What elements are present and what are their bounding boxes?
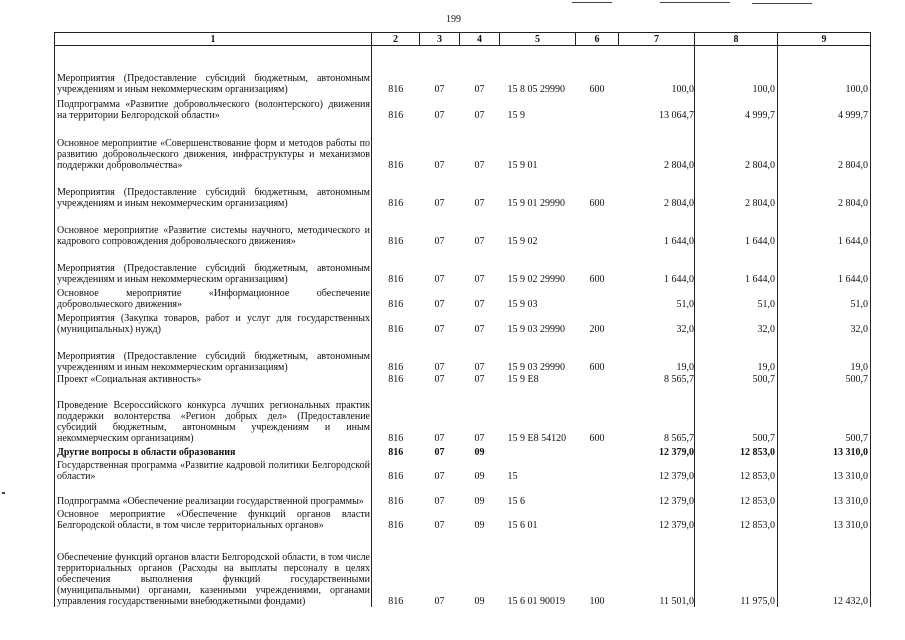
cell-admin-code: 816	[388, 446, 404, 458]
cell-amount-2: 500,7	[695, 385, 778, 444]
cell-expense-type	[576, 507, 619, 531]
cell-amount-3: 51,0	[778, 285, 871, 310]
cell-section: 07	[434, 273, 445, 285]
table-row	[55, 121, 871, 171]
cell-expense-type: 600	[589, 361, 605, 373]
cell-target-article: 15 9 02 29990	[507, 273, 565, 285]
cell-amount-3: 13 310,0	[778, 507, 871, 531]
table-row	[55, 373, 871, 385]
cell-section: 07	[434, 83, 445, 95]
cell-amount-1: 2 804,0	[619, 121, 695, 171]
col-header-9: 9	[778, 33, 871, 46]
table-row	[55, 285, 871, 310]
cell-admin-code: 816	[388, 432, 404, 444]
table-row	[55, 482, 871, 507]
col-header-1: 1	[55, 33, 372, 46]
cell-amount-3: 2 804,0	[778, 171, 871, 209]
cell-section: 07	[434, 432, 445, 444]
cell-admin-code: 816	[388, 83, 404, 95]
cell-subsection: 07	[474, 159, 485, 171]
page-number: 199	[446, 14, 461, 25]
cell-expense-type: 200	[589, 323, 605, 335]
cell-amount-2: 4 999,7	[695, 95, 778, 121]
cell-expense-type	[576, 482, 619, 507]
cell-expense-type: 600	[589, 432, 605, 444]
cell-subsection: 07	[474, 83, 485, 95]
cell-admin-code: 816	[388, 470, 404, 482]
cell-amount-2: 2 804,0	[695, 121, 778, 171]
row-name: Проект «Социальная активность»	[55, 373, 372, 385]
row-name: Основное мероприятие «Обеспечение функций органов власти Белгородской области, в том числе территориальных органов»	[55, 507, 372, 531]
cell-subsection: 09	[474, 470, 485, 482]
cell-expense-type	[576, 121, 619, 171]
cell-amount-2: 100,0	[695, 46, 778, 95]
col-header-4: 4	[460, 33, 500, 46]
scan-mark	[660, 2, 730, 3]
cell-section: 07	[434, 159, 445, 171]
table-row	[55, 507, 871, 531]
cell-amount-3: 13 310,0	[778, 458, 871, 482]
cell-target-article: 15 9 03 29990	[507, 361, 565, 373]
col-header-8: 8	[695, 33, 778, 46]
cell-amount-3: 13 310,0	[778, 482, 871, 507]
row-name: Другие вопросы в области образования	[55, 444, 372, 458]
cell-section: 07	[434, 323, 445, 335]
cell-target-article: 15 9 02	[507, 235, 538, 247]
cell-amount-3: 4 999,7	[778, 95, 871, 121]
table-row	[55, 385, 871, 444]
cell-subsection: 07	[474, 109, 485, 121]
cell-target-article: 15	[507, 470, 518, 482]
cell-admin-code: 816	[388, 373, 404, 385]
cell-section: 07	[434, 373, 445, 385]
cell-subsection: 07	[474, 373, 485, 385]
col-header-5: 5	[500, 33, 576, 46]
cell-amount-1: 12 379,0	[619, 444, 695, 458]
row-name: Мероприятия (Закупка товаров, работ и услуг для государственных (муниципальных) нужд)	[55, 310, 372, 335]
cell-target-article	[500, 444, 576, 458]
cell-amount-1: 11 501,0	[619, 531, 695, 607]
cell-amount-3: 500,7	[778, 373, 871, 385]
row-name: Мероприятия (Предоставление субсидий бюджетным, автономным учреждениям и иным некоммерческим организациям)	[55, 247, 372, 285]
cell-admin-code: 816	[388, 595, 404, 607]
cell-expense-type	[576, 95, 619, 121]
cell-section: 07	[434, 361, 445, 373]
row-name: Подпрограмма «Обеспечение реализации государственной программы»	[55, 482, 372, 507]
cell-amount-2: 32,0	[695, 310, 778, 335]
table-row	[55, 209, 871, 247]
cell-amount-1: 1 644,0	[619, 209, 695, 247]
table-row	[55, 444, 871, 458]
cell-subsection: 07	[474, 273, 485, 285]
cell-admin-code: 816	[388, 159, 404, 171]
cell-admin-code: 816	[388, 235, 404, 247]
row-name: Основное мероприятие «Совершенствование форм и методов работы по развитию добровольческого движения, инфраструктуры и механизмов поддержки добровольчества»	[55, 121, 372, 171]
cell-section: 07	[434, 470, 445, 482]
cell-section: 07	[434, 235, 445, 247]
cell-target-article: 15 9	[507, 109, 525, 121]
cell-section: 07	[434, 495, 445, 507]
cell-target-article: 15 9 E8 54120	[507, 432, 567, 444]
row-name: Основное мероприятие «Информационное обеспечение добровольческого движения»	[55, 285, 372, 310]
scan-mark	[572, 2, 612, 3]
row-name: Подпрограмма «Развитие добровольческого (волонтерского) движения на территории Белгородской области»	[55, 95, 372, 121]
cell-section: 07	[434, 519, 445, 531]
cell-amount-1: 8 565,7	[619, 385, 695, 444]
cell-subsection: 07	[474, 323, 485, 335]
table-row	[55, 247, 871, 285]
cell-amount-1: 100,0	[619, 46, 695, 95]
cell-amount-2: 500,7	[695, 373, 778, 385]
cell-amount-2: 11 975,0	[695, 531, 778, 607]
cell-subsection: 07	[474, 235, 485, 247]
table-body	[55, 46, 871, 607]
cell-expense-type: 600	[589, 273, 605, 285]
cell-amount-1: 12 379,0	[619, 507, 695, 531]
cell-target-article: 15 9 01 29990	[507, 197, 565, 209]
cell-admin-code: 816	[388, 323, 404, 335]
row-name: Мероприятия (Предоставление субсидий бюджетным, автономным учреждениям и иным некоммерческим организациям)	[55, 46, 372, 95]
cell-subsection: 07	[474, 432, 485, 444]
cell-target-article: 15 9 E8	[507, 373, 539, 385]
cell-amount-3: 1 644,0	[778, 247, 871, 285]
scan-mark	[752, 3, 812, 4]
cell-amount-2: 12 853,0	[695, 444, 778, 458]
cell-amount-3: 100,0	[778, 46, 871, 95]
cell-section: 07	[434, 197, 445, 209]
cell-expense-type: 100	[589, 595, 605, 607]
cell-section: 07	[434, 595, 445, 607]
cell-amount-1: 51,0	[619, 285, 695, 310]
cell-amount-1: 8 565,7	[619, 373, 695, 385]
cell-amount-3: 500,7	[778, 385, 871, 444]
cell-amount-1: 12 379,0	[619, 458, 695, 482]
cell-amount-2: 12 853,0	[695, 458, 778, 482]
table-row	[55, 171, 871, 209]
row-name: Государственная программа «Развитие кадровой политики Белгородской области»	[55, 458, 372, 482]
cell-admin-code: 816	[388, 495, 404, 507]
cell-admin-code: 816	[388, 361, 404, 373]
cell-target-article: 15 8 05 29990	[507, 83, 565, 95]
cell-admin-code: 816	[388, 519, 404, 531]
table-row	[55, 46, 871, 95]
cell-admin-code: 816	[388, 109, 404, 121]
cell-amount-2: 1 644,0	[695, 209, 778, 247]
cell-subsection: 09	[474, 519, 485, 531]
cell-amount-1: 2 804,0	[619, 171, 695, 209]
col-header-3: 3	[420, 33, 460, 46]
col-header-6: 6	[576, 33, 619, 46]
cell-admin-code: 816	[388, 273, 404, 285]
cell-amount-2: 51,0	[695, 285, 778, 310]
cell-expense-type	[576, 285, 619, 310]
cell-amount-2: 1 644,0	[695, 247, 778, 285]
cell-section: 07	[434, 298, 445, 310]
cell-expense-type	[576, 444, 619, 458]
cell-amount-3: 13 310,0	[778, 444, 871, 458]
cell-amount-3: 32,0	[778, 310, 871, 335]
row-name: Обеспечение функций органов власти Белгородской области, в том числе территориальных органов (Расходы на выплаты персоналу в целях обеспечения выполнения функций государственными (муниципальными) органами, казенными учреждениями, органами управления государственными внебюджетными фондами)	[55, 531, 372, 607]
cell-section: 07	[434, 109, 445, 121]
cell-amount-1: 1 644,0	[619, 247, 695, 285]
cell-subsection: 07	[474, 361, 485, 373]
cell-amount-1: 32,0	[619, 310, 695, 335]
table-header	[55, 33, 871, 46]
cell-expense-type	[576, 458, 619, 482]
cell-subsection: 07	[474, 197, 485, 209]
cell-amount-1: 19,0	[619, 335, 695, 373]
row-name: Проведение Всероссийского конкурса лучших региональных практик поддержки волонтерства «Регион добрых дел» (Предоставление субсидий бюджетным, автономным учреждениям и иным некоммерческим организациям)	[55, 385, 372, 444]
cell-subsection: 09	[474, 446, 485, 458]
row-name: Мероприятия (Предоставление субсидий бюджетным, автономным учреждениям и иным некоммерческим организациям)	[55, 335, 372, 373]
col-header-2: 2	[372, 33, 420, 46]
cell-section: 07	[434, 446, 445, 458]
table-row	[55, 310, 871, 335]
cell-expense-type: 600	[589, 83, 605, 95]
cell-target-article: 15 6 01	[507, 519, 538, 531]
table-row	[55, 531, 871, 607]
budget-table	[54, 32, 871, 607]
cell-amount-2: 2 804,0	[695, 171, 778, 209]
cell-amount-1: 12 379,0	[619, 482, 695, 507]
table-row	[55, 458, 871, 482]
cell-target-article: 15 9 01	[507, 159, 538, 171]
cell-subsection: 07	[474, 298, 485, 310]
cell-subsection: 09	[474, 595, 485, 607]
cell-admin-code: 816	[388, 197, 404, 209]
row-name: Мероприятия (Предоставление субсидий бюджетным, автономным учреждениям и иным некоммерческим организациям)	[55, 171, 372, 209]
cell-amount-2: 19,0	[695, 335, 778, 373]
cell-amount-3: 12 432,0	[778, 531, 871, 607]
table-row	[55, 95, 871, 121]
cell-amount-3: 1 644,0	[778, 209, 871, 247]
table-row	[55, 335, 871, 373]
cell-amount-3: 2 804,0	[778, 121, 871, 171]
cell-expense-type	[576, 209, 619, 247]
cell-amount-2: 12 853,0	[695, 507, 778, 531]
cell-amount-3: 19,0	[778, 335, 871, 373]
cell-target-article: 15 9 03	[507, 298, 538, 310]
cell-expense-type: 600	[589, 197, 605, 209]
cell-expense-type	[576, 373, 619, 385]
scan-mark	[2, 492, 5, 494]
cell-admin-code: 816	[388, 298, 404, 310]
row-name: Основное мероприятие «Развитие системы научного, методического и кадрового сопровождения добровольческого движения»	[55, 209, 372, 247]
col-header-7: 7	[619, 33, 695, 46]
cell-target-article: 15 6	[507, 495, 525, 507]
cell-target-article: 15 6 01 90019	[507, 595, 565, 607]
cell-target-article: 15 9 03 29990	[507, 323, 565, 335]
cell-subsection: 09	[474, 495, 485, 507]
cell-amount-2: 12 853,0	[695, 482, 778, 507]
cell-amount-1: 13 064,7	[619, 95, 695, 121]
